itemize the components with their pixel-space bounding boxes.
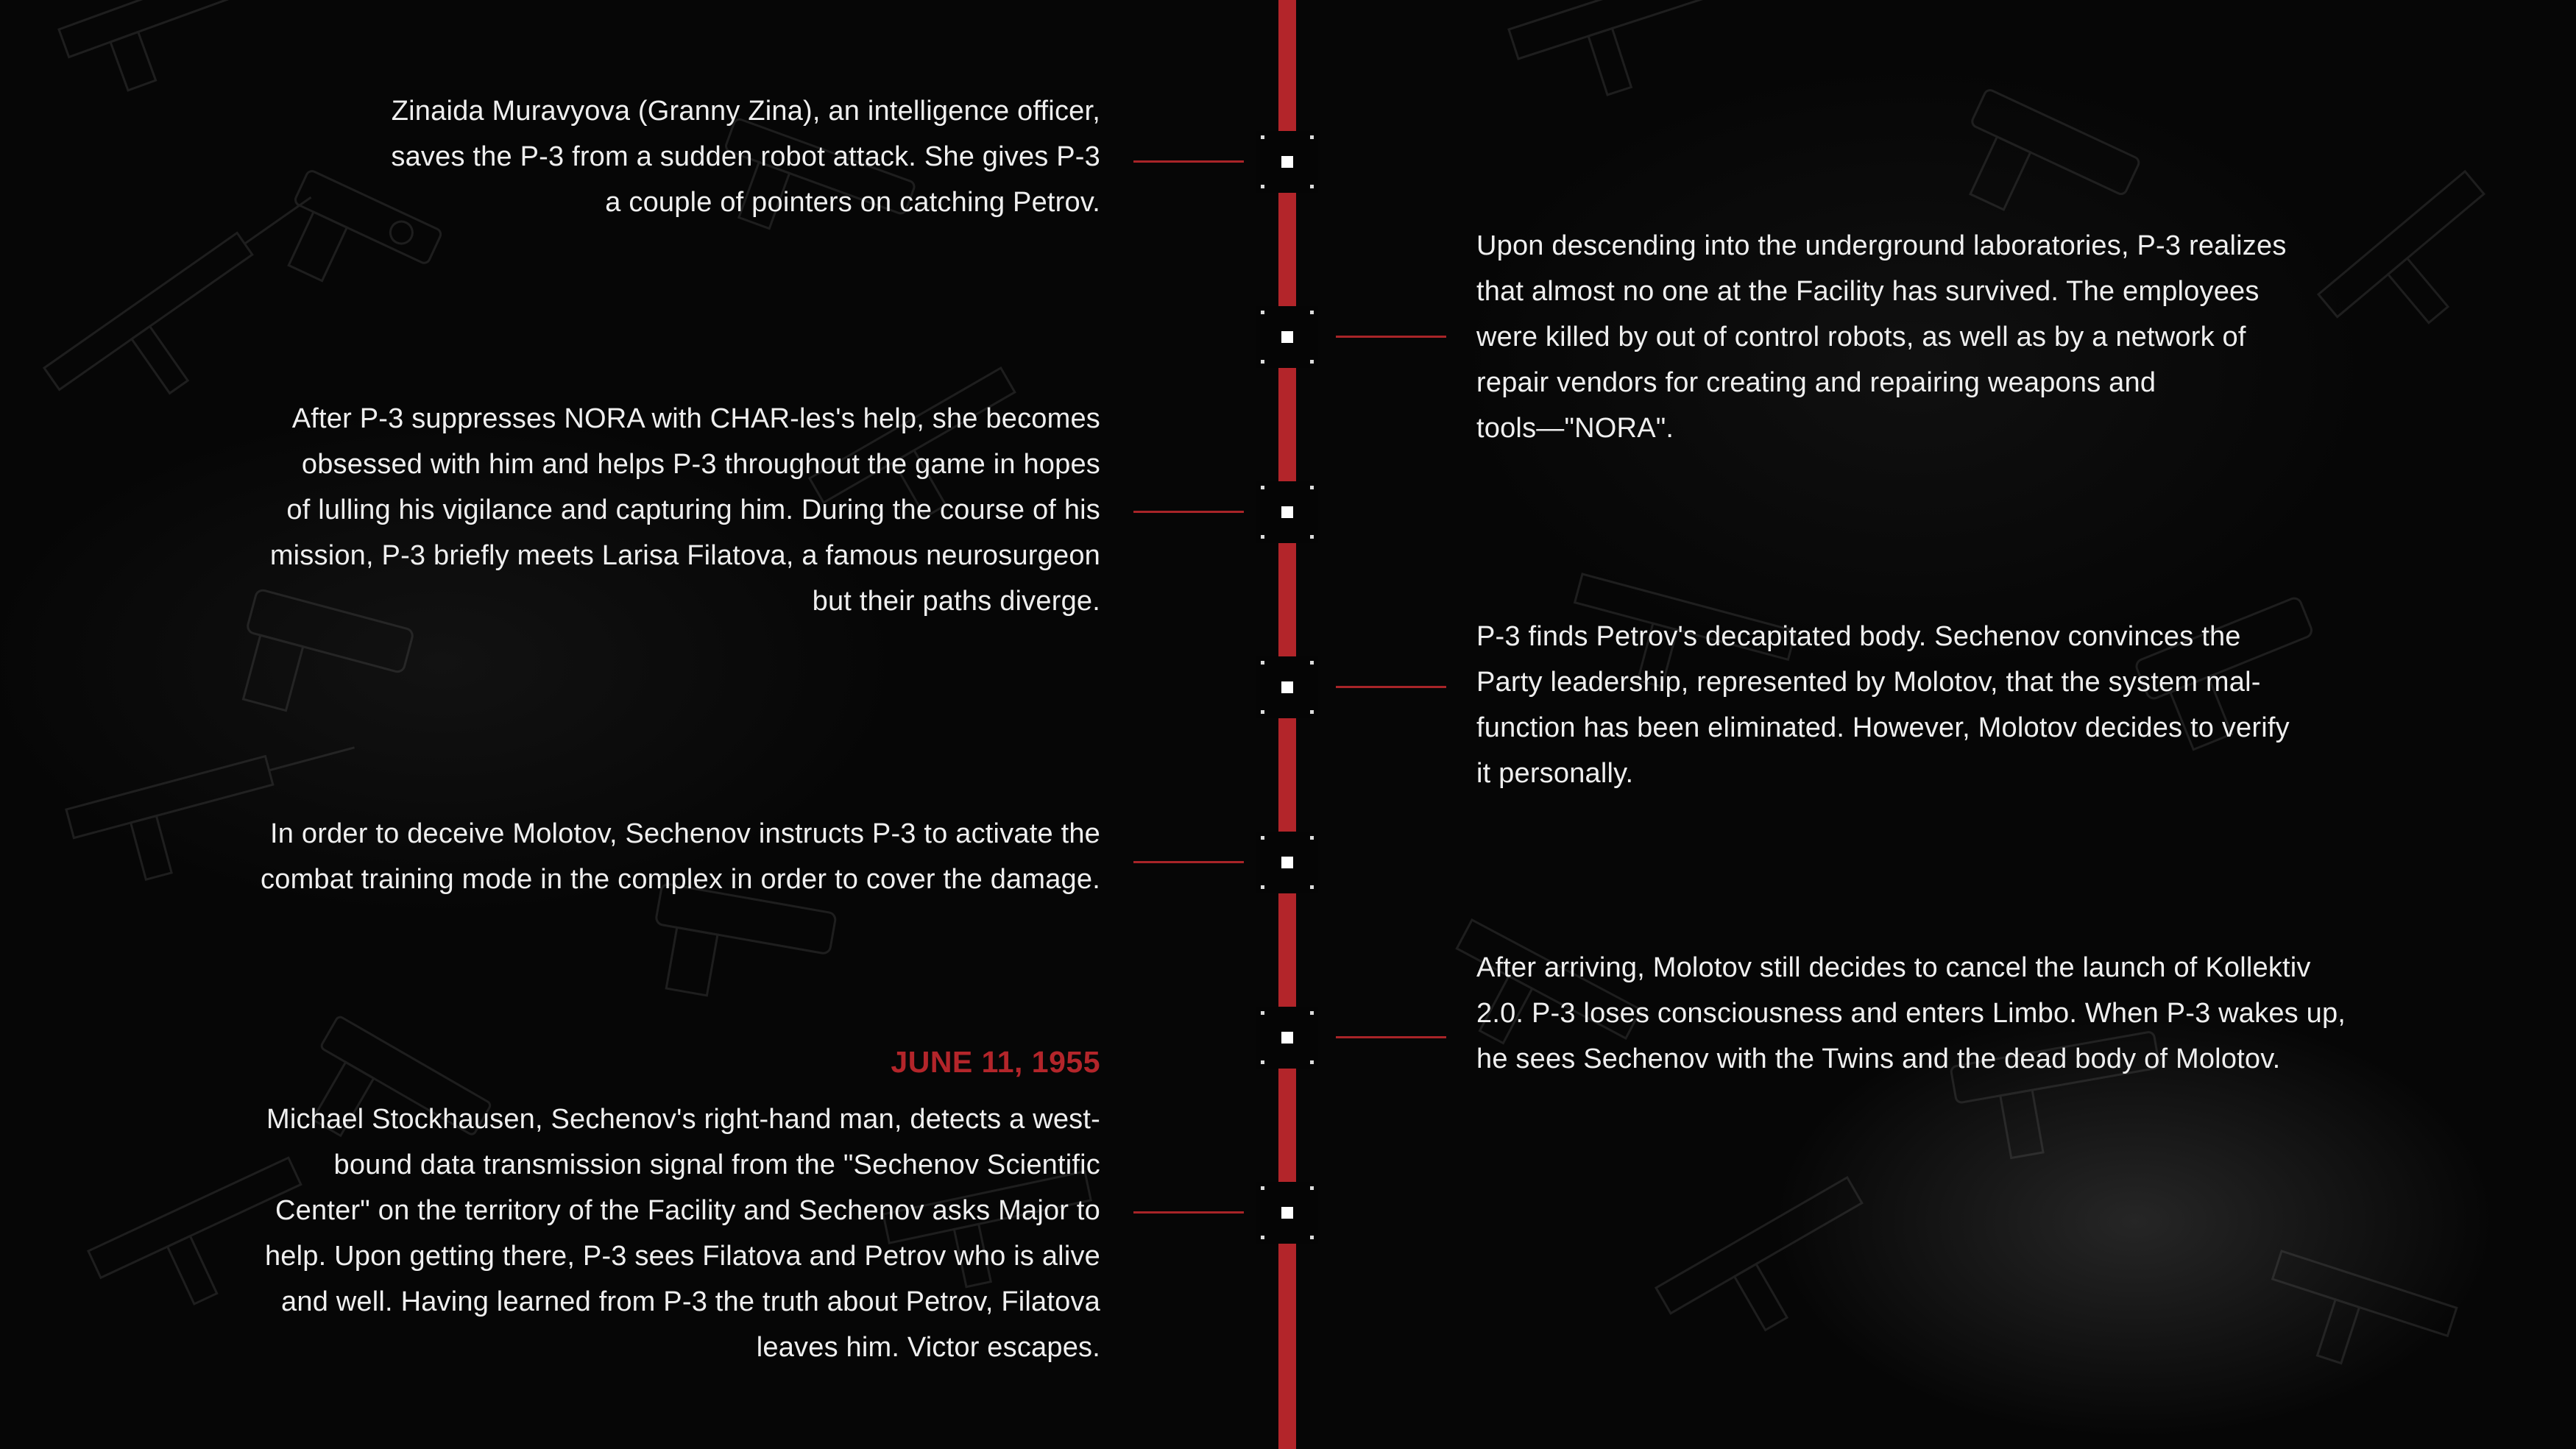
entry-line: it personally. bbox=[1476, 758, 1634, 789]
entry-line: Upon descending into the underground laboratories, P-3 realizes bbox=[1476, 230, 2287, 261]
entry-line: combat training mode in the complex in order to cover the damage. bbox=[261, 864, 1100, 895]
timeline-node-icon bbox=[1256, 481, 1318, 543]
entry-line: saves the P-3 from a sudden robot attack. She gives P-3 bbox=[391, 141, 1100, 172]
entry-line: of lulling his vigilance and capturing him. During the course of his bbox=[286, 495, 1100, 525]
entry-line: repair vendors for creating and repairing weapons and bbox=[1476, 367, 2156, 398]
connector-line bbox=[1336, 336, 1446, 338]
entry-line: Zinaida Muravyova (Granny Zina), an intelligence officer, bbox=[391, 96, 1100, 127]
entry-line: leaves him. Victor escapes. bbox=[756, 1332, 1100, 1363]
entry-line: Michael Stockhausen, Sechenov's right-hand man, detects a west- bbox=[266, 1104, 1100, 1135]
timeline-entry-left-3 bbox=[261, 811, 1100, 902]
timeline-node-icon bbox=[1256, 656, 1318, 718]
entry-line: Party leadership, represented by Molotov, that the system mal- bbox=[1476, 667, 2261, 698]
entry-line: Center" on the territory of the Facility and Sechenov asks Major to bbox=[275, 1195, 1100, 1226]
connector-line bbox=[1336, 1036, 1446, 1038]
connector-line bbox=[1133, 861, 1244, 863]
timeline-node-icon bbox=[1256, 832, 1318, 893]
entry-line: obsessed with him and helps P-3 throughout the game in hopes bbox=[301, 449, 1100, 480]
timeline-entry-left-2 bbox=[270, 396, 1100, 624]
timeline-entry-left-4 bbox=[265, 1097, 1100, 1370]
entry-line: function has been eliminated. However, Molotov decides to verify bbox=[1476, 712, 2290, 743]
entry-line: mission, P-3 briefly meets Larisa Filatova, a famous neurosurgeon bbox=[269, 540, 1100, 571]
timeline-node-icon bbox=[1256, 1007, 1318, 1069]
timeline-node-icon bbox=[1256, 1182, 1318, 1244]
entry-line: 2.0. P-3 loses consciousness and enters Limbo. When P-3 wakes up, bbox=[1476, 998, 2346, 1029]
entry-line: but their paths diverge. bbox=[812, 586, 1100, 617]
entry-line: bound data transmission signal from the "Sechenov Scientific bbox=[333, 1149, 1100, 1180]
timeline-node-icon bbox=[1256, 131, 1318, 193]
entry-line: After arriving, Molotov still decides to cancel the launch of Kollektiv bbox=[1476, 952, 2311, 983]
entry-line: After P-3 suppresses NORA with CHAR-les's help, she becomes bbox=[291, 403, 1100, 434]
connector-line bbox=[1336, 686, 1446, 688]
entry-line: P-3 finds Petrov's decapitated body. Sechenov convinces the bbox=[1476, 621, 2241, 652]
connector-line bbox=[1133, 511, 1244, 513]
entry-line: help. Upon getting there, P-3 sees Filatova and Petrov who is alive bbox=[264, 1241, 1100, 1272]
entry-line: that almost no one at the Facility has survived. The employees bbox=[1476, 276, 2260, 307]
entry-line: tools—"NORA". bbox=[1476, 413, 1674, 444]
entry-line: were killed by out of control robots, as well as by a network of bbox=[1476, 322, 2246, 352]
connector-line bbox=[1133, 160, 1244, 163]
date-heading: JUNE 11, 1955 bbox=[891, 1045, 1100, 1079]
entry-line: a couple of pointers on catching Petrov. bbox=[605, 187, 1100, 218]
timeline-node-icon bbox=[1256, 306, 1318, 368]
timeline-entry-left-1 bbox=[391, 88, 1100, 225]
entry-line: and well. Having learned from P-3 the truth about Petrov, Filatova bbox=[281, 1286, 1100, 1317]
entry-line: he sees Sechenov with the Twins and the dead body of Molotov. bbox=[1476, 1044, 2281, 1074]
timeline-entry-right-1 bbox=[1476, 223, 2287, 451]
entry-line: In order to deceive Molotov, Sechenov instructs P-3 to activate the bbox=[270, 818, 1100, 849]
connector-line bbox=[1133, 1211, 1244, 1214]
timeline-entry-right-3 bbox=[1476, 945, 2346, 1082]
timeline-entry-right-2 bbox=[1476, 614, 2290, 796]
